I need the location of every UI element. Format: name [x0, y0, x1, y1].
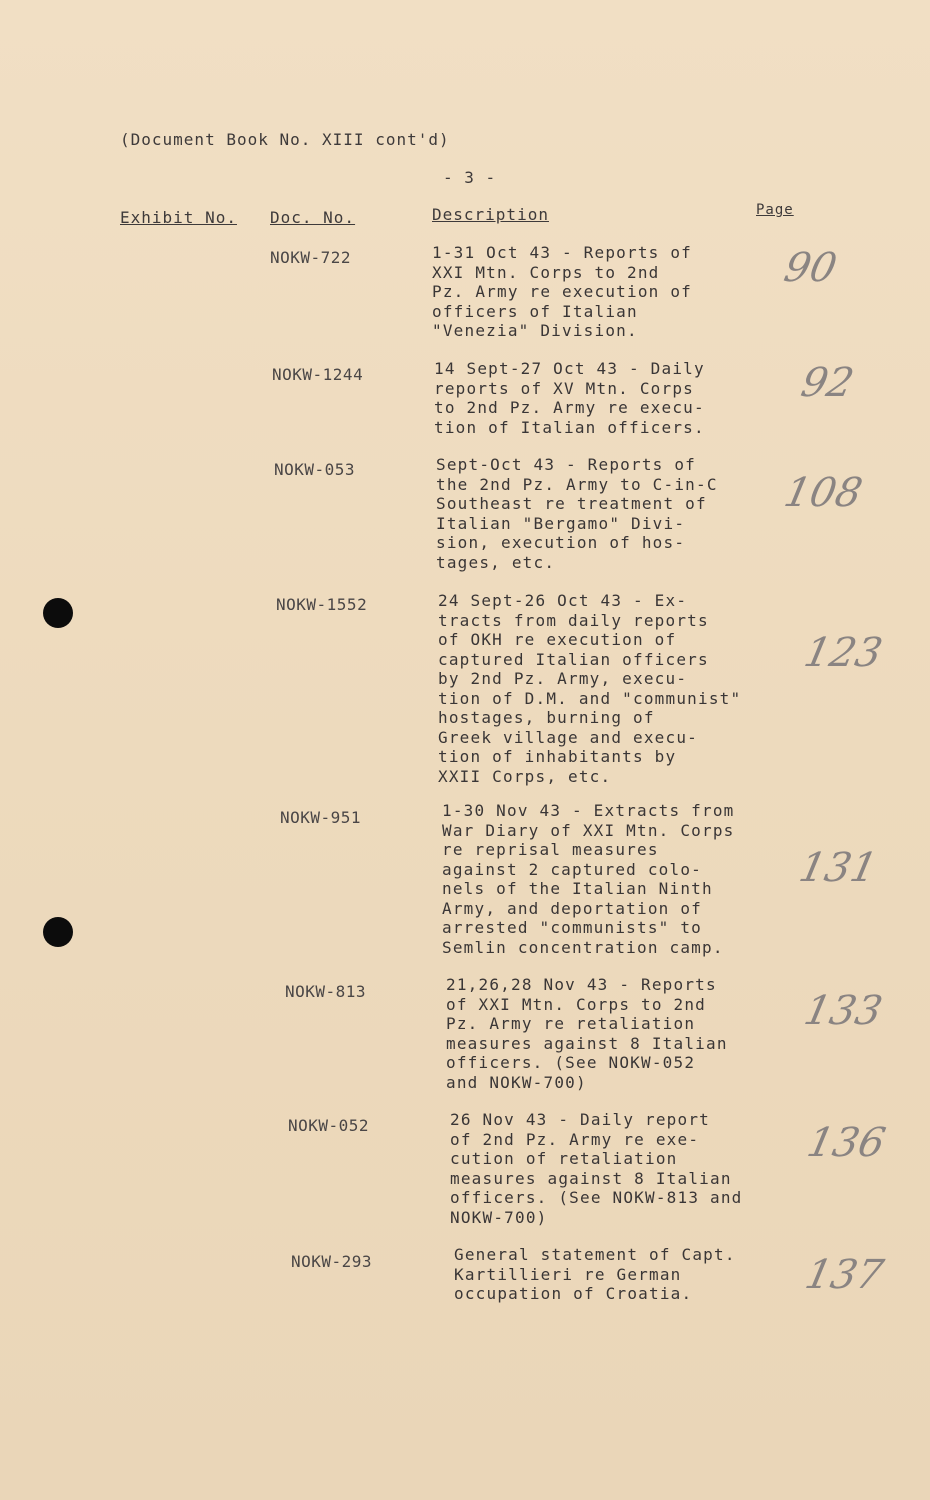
entry-doc-no: NOKW-053 [274, 460, 356, 479]
page-number: - 3 - [443, 168, 497, 187]
entry-page-handwritten: 123 [800, 630, 887, 676]
entry-doc-no: NOKW-1244 [272, 365, 364, 384]
entry-doc-no: NOKW-293 [291, 1252, 373, 1271]
entry-doc-no: NOKW-722 [270, 248, 352, 267]
entry-page-handwritten: 137 [801, 1252, 888, 1298]
entry-description: 24 Sept-26 Oct 43 - Ex- tracts from daily reports of OKH re execution of captured Italian officers by 2nd Pz. Army, execu- tion of D.M. and "communist" hostages, burning of Greek village and execu- tion of inhabitants by XXII Corps, etc. [438, 591, 742, 786]
entry-description: Sept-Oct 43 - Reports of the 2nd Pz. Army to C-in-C Southeast re treatment of Italian "Bergamo" Divi- sion, execution of hos- tages, etc. [436, 455, 718, 572]
column-header-description: Description [432, 205, 549, 224]
entry-description: General statement of Capt. Kartillieri re German occupation of Croatia. [454, 1245, 736, 1303]
document-header: (Document Book No. XIII cont'd) [120, 130, 450, 149]
entry-page-handwritten: 90 [780, 245, 841, 291]
entry-page-handwritten: 108 [780, 470, 867, 516]
entry-page-handwritten: 136 [803, 1120, 890, 1166]
column-header-exhibit: Exhibit No. [120, 208, 237, 227]
entry-doc-no: NOKW-1552 [276, 595, 368, 614]
entry-description: 21,26,28 Nov 43 - Reports of XXI Mtn. Corps to 2nd Pz. Army re retaliation measures against 8 Italian officers. (See NOKW-052 and NOKW-700) [446, 975, 728, 1092]
entry-description: 1-31 Oct 43 - Reports of XXI Mtn. Corps to 2nd Pz. Army re execution of officers of Italian "Venezia" Division. [432, 243, 692, 340]
entry-description: 26 Nov 43 - Daily report of 2nd Pz. Army re exe- cution of retaliation measures against 8 Italian officers. (See NOKW-813 and NOKW-700) [450, 1110, 743, 1227]
punch-hole-icon [43, 917, 73, 947]
entry-page-handwritten: 92 [797, 360, 858, 406]
entry-page-handwritten: 133 [800, 988, 887, 1034]
entry-doc-no: NOKW-052 [288, 1116, 370, 1135]
entry-description: 14 Sept-27 Oct 43 - Daily reports of XV Mtn. Corps to 2nd Pz. Army re execu- tion of Italian officers. [434, 359, 705, 437]
entry-doc-no: NOKW-951 [280, 808, 362, 827]
entry-doc-no: NOKW-813 [285, 982, 367, 1001]
entry-page-handwritten: 131 [795, 845, 882, 891]
punch-hole-icon [43, 598, 73, 628]
column-header-page: Page [756, 202, 794, 218]
column-header-doc-no: Doc. No. [270, 208, 356, 227]
entry-description: 1-30 Nov 43 - Extracts from War Diary of XXI Mtn. Corps re reprisal measures against 2 captured colo- nels of the Italian Ninth Army, and deportation of arrested "communists" to Semlin concentration camp. [442, 801, 735, 957]
